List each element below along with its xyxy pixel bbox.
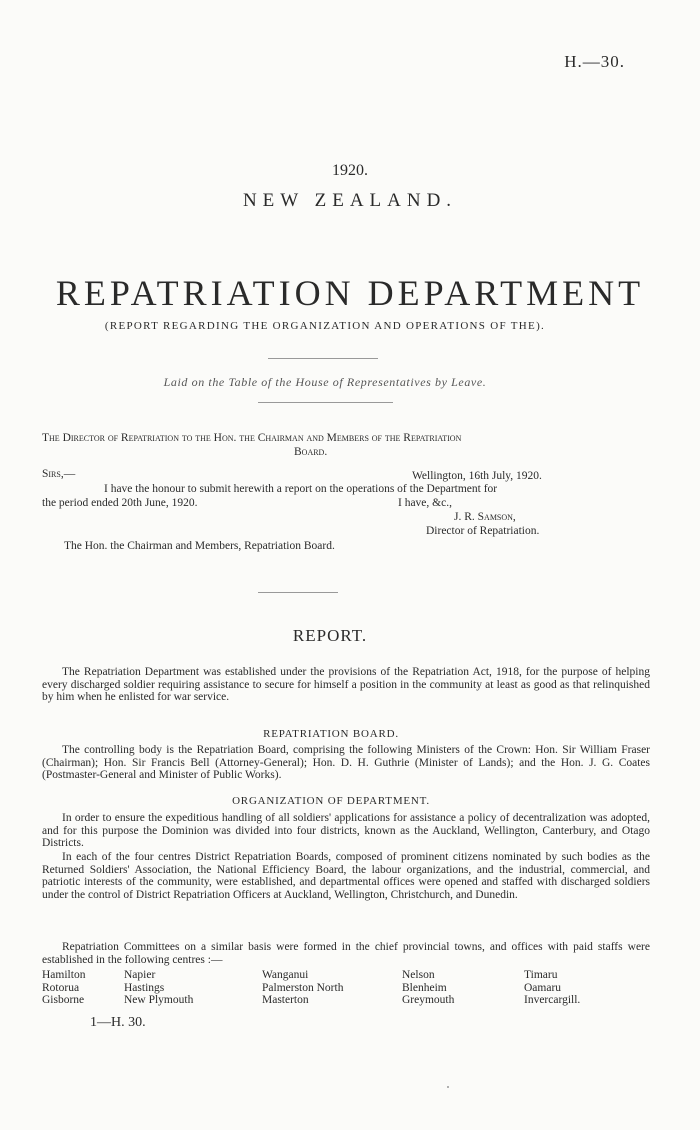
centre-name: Palmerston North [262, 981, 344, 994]
letter-body: the period ended 20th June, 1920. [42, 497, 198, 509]
document-subtitle: (REPORT REGARDING THE ORGANIZATION AND OPERATIONS OF THE). [104, 320, 546, 332]
country-name: NEW ZEALAND. [242, 190, 458, 211]
centre-name: Hamilton [42, 969, 86, 981]
page-footer-label: 1—H. 30. [90, 1015, 146, 1030]
report-intro: The Repatriation Department was established under the provisions of the Repatriation Act, 1918, for the purpose of helping every discharged soldier requiring assistance to secure for himself a position in the community at least as good as that relinquished by him when he enlisted for war service. [42, 666, 650, 704]
centre-name: Gisborne [42, 994, 85, 1006]
addressee: The Hon. the Chairman and Members, Repatriation Board. [64, 540, 335, 552]
divider [258, 592, 338, 593]
centres-column [262, 969, 343, 1007]
centre-name: Oamaru [524, 981, 562, 994]
salutation: Sirs,— [42, 468, 76, 480]
board-heading: REPATRIATION BOARD. [263, 728, 399, 740]
letter-heading: The Director of Repatriation to the Hon. the Chairman and Members of the Repatriation [42, 432, 462, 444]
centre-name: Timaru [524, 969, 558, 981]
laid-on-table-note: Laid on the Table of the House of Representatives by Leave. [163, 375, 487, 389]
organization-paragraph: In order to ensure the expeditious handling of all soldiers' applications for assistance a policy of decentralization was adopted, and for this purpose the Dominion was divided into four districts, known as the Auckland, Wellington, Canterbury, and Otago Districts. [42, 812, 650, 850]
board-paragraph: The controlling body is the Repatriation Board, comprising the following Ministers of the Crown: Hon. Sir William Fraser (Chairman); Hon. Sir Francis Bell (Attorney-General); Hon. D. H. Guthrie (Minister of Lands); and the Hon. J. G. Coates (Postmaster-General and Minister of Public Works). [42, 744, 650, 782]
letter-heading-board: Board. [294, 446, 328, 458]
letter-closing: I have, &c., [398, 497, 452, 509]
document-title: REPATRIATION DEPARTMENT [55, 273, 645, 313]
divider [268, 358, 378, 359]
year: 1920. [332, 162, 368, 179]
letter-body: I have the honour to submit herewith a report on the operations of the Department for [104, 483, 498, 495]
organization-heading: ORGANIZATION OF DEPARTMENT. [232, 795, 430, 807]
organization-paragraph: Repatriation Committees on a similar basis were formed in the chief provincial towns, and offices with paid staffs were established in the following centres :— [42, 941, 650, 966]
centre-name: Rotorua [42, 981, 80, 994]
centre-name: New Plymouth [124, 994, 194, 1006]
signer-name: J. R. Samson, [454, 511, 516, 523]
centre-name: Hastings [124, 981, 165, 994]
page-reference: H.—30. [564, 52, 625, 71]
organization-paragraph: In each of the four centres District Repatriation Boards, composed of prominent citizens nominated by such bodies as the Returned Soldiers' Association, the National Efficiency Board, the labour organizations, and the industrial, commercial, and patriotic interests of the community, were established, and departmental offices were opened and staffed with discharged soldiers under the control of District Repatriation Officers at Auckland, Wellington, Christchurch, and Dunedin. [42, 851, 650, 902]
centre-name: Nelson [402, 969, 435, 981]
centres-column [42, 969, 85, 1007]
divider [258, 402, 393, 403]
centre-name: Invercargill. [524, 994, 581, 1006]
centres-column [524, 969, 580, 1007]
centres-column [124, 969, 193, 1007]
signer-title: Director of Repatriation. [426, 525, 540, 537]
page-mark [447, 1086, 449, 1088]
place-date: Wellington, 16th July, 1920. [412, 470, 542, 482]
centre-name: Greymouth [402, 994, 455, 1006]
centre-name: Masterton [262, 994, 309, 1006]
centre-name: Wanganui [262, 969, 309, 981]
centre-name: Napier [124, 969, 156, 981]
centres-column [402, 969, 454, 1007]
report-heading: REPORT. [292, 626, 368, 645]
centre-name: Blenheim [402, 981, 447, 994]
